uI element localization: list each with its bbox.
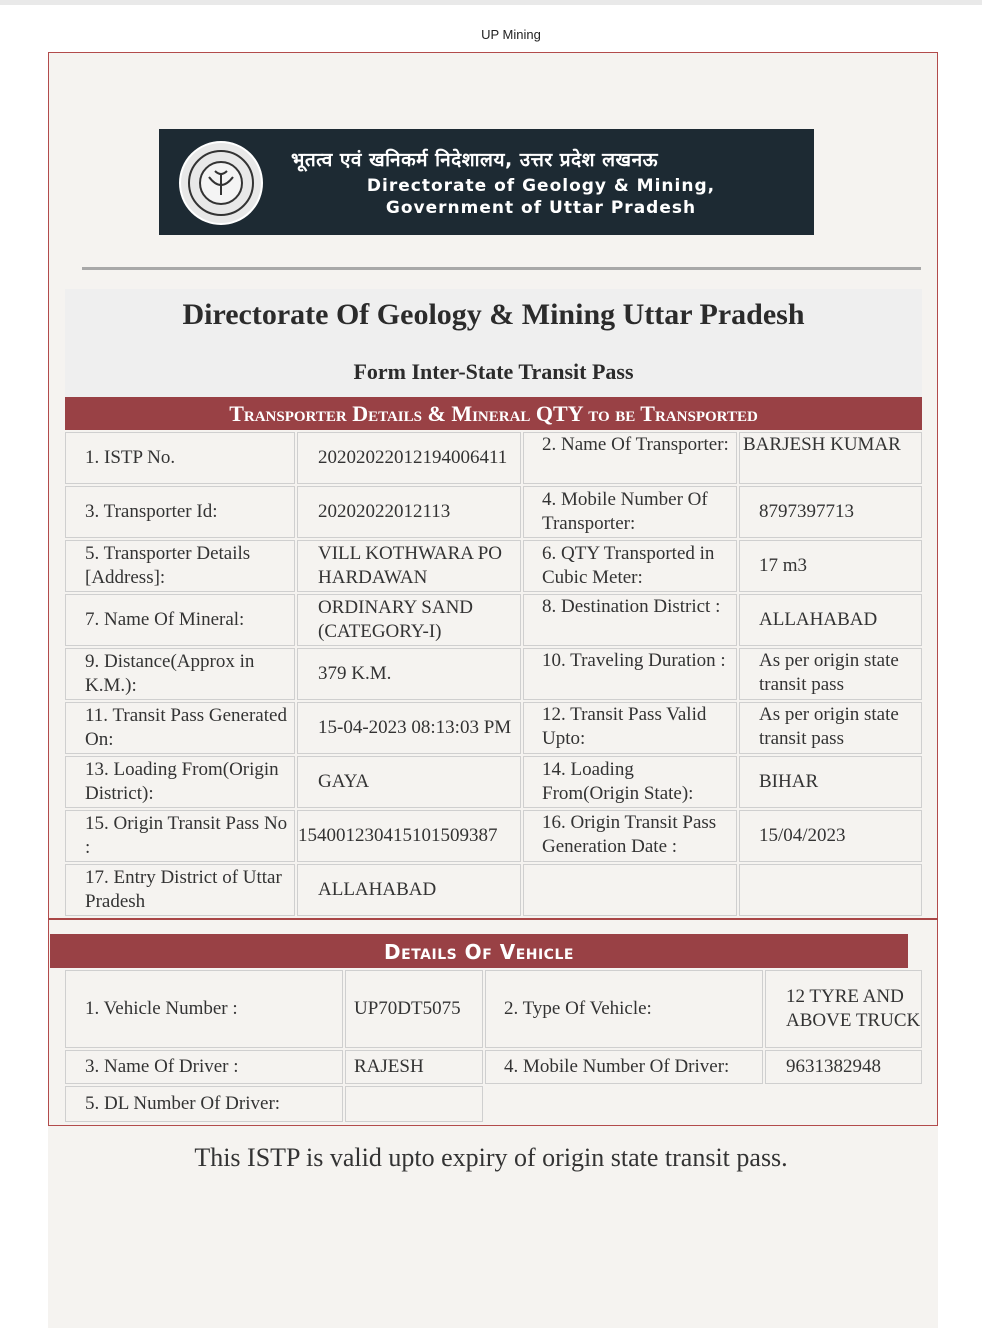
table-cell [65,486,295,538]
field-label: 11. Transit Pass Generated On: [85,705,287,750]
table-cell [523,432,737,484]
field-label: 17. Entry District of Uttar Pradesh [85,867,282,912]
field-label: 15. Origin Transit Pass No : [85,813,288,858]
field-value: 154001230415101509387 [298,825,498,846]
field-value: 12 TYRE AND ABOVE TRUCK [786,986,921,1031]
table-cell [345,970,483,1048]
table-cell [523,486,737,538]
table-cell [297,486,521,538]
table-cell [739,432,922,484]
table-cell [523,648,737,700]
table-cell [523,810,737,862]
table-cell [739,540,922,592]
table-cell [523,864,737,916]
banner-hindi-text: भूतत्व एवं खनिकर्म निदेशालय, उत्तर प्रदेश लखनऊ [291,149,659,171]
table-cell [297,864,521,916]
table-cell [65,864,295,916]
field-value: As per origin state transit pass [759,704,899,749]
table-cell [739,486,922,538]
field-label: 3. Name Of Driver : [85,1056,239,1077]
table-cell [485,970,763,1048]
transporter-section-header: Transporter Details & Mineral QTY to be Transported [65,397,922,430]
table-cell [739,864,922,916]
field-value: RAJESH [354,1056,424,1077]
table-cell [297,540,521,592]
table-cell [65,810,295,862]
field-value: ORDINARY SAND (CATEGORY-I) [318,597,474,642]
field-label: 4. Mobile Number Of Driver: [504,1056,730,1077]
table-cell [345,1086,483,1122]
table-cell [523,540,737,592]
table-cell [65,1050,343,1084]
field-label: 5. DL Number Of Driver: [85,1093,281,1114]
window-title: UP Mining [481,27,541,42]
table-cell [523,756,737,808]
table-cell [65,540,295,592]
table-cell [739,810,922,862]
table-cell [297,594,521,646]
field-value: 17 m3 [759,555,808,576]
field-value: UP70DT5075 [354,998,461,1019]
field-value: ALLAHABAD [759,609,878,630]
table-cell [65,756,295,808]
banner-english-line1: Directorate of Geology & Mining, [366,176,716,196]
table-cell [485,1050,763,1084]
top-strip [0,0,982,5]
field-value: 15/04/2023 [759,825,846,846]
table-cell [523,594,737,646]
header-divider [82,267,921,270]
field-label: 3. Transporter Id: [85,501,218,522]
table-cell [65,970,343,1048]
section-separator [48,918,938,920]
table-cell [345,1050,483,1084]
field-value: BARJESH KUMAR [743,434,901,455]
field-value: BIHAR [759,771,819,792]
field-label: 2. Name Of Transporter: [542,434,729,455]
table-cell [765,1050,922,1084]
table-cell [765,970,922,1048]
field-value: GAYA [318,771,370,792]
validity-note: This ISTP is valid upto expiry of origin state transit pass. [194,1143,788,1172]
field-label: 12. Transit Pass Valid Upto: [542,704,707,749]
field-label: 6. QTY Transported in Cubic Meter: [542,543,715,588]
field-label: 7. Name Of Mineral: [85,609,245,630]
department-banner [159,129,814,235]
table-cell [65,702,295,754]
table-cell [523,702,737,754]
table-cell [65,432,295,484]
vehicle-section-header: Details Of Vehicle [50,934,908,968]
field-label: 2. Type Of Vehicle: [504,998,652,1019]
table-cell [297,648,521,700]
field-value: ALLAHABAD [318,879,437,900]
field-label: 16. Origin Transit Pass Generation Date : [542,812,717,857]
table-cell [65,648,295,700]
form-subtitle: Form Inter-State Transit Pass [353,359,634,384]
field-value: As per origin state transit pass [759,650,899,695]
page-title: Directorate Of Geology & Mining Uttar Pradesh [182,298,805,331]
table-cell [739,702,922,754]
field-value: 8797397713 [759,501,854,522]
table-cell [297,432,521,484]
table-cell [297,810,521,862]
banner-english-line2: Government of Uttar Pradesh [385,198,697,218]
table-cell [739,648,922,700]
field-value: VILL KOTHWARA PO HARDAWAN [318,543,503,588]
field-value: 9631382948 [786,1056,881,1077]
field-label: 14. Loading From(Origin State): [542,759,694,804]
table-cell [65,594,295,646]
field-value: 20202022012113 [318,501,451,522]
field-label: 1. ISTP No. [85,447,176,468]
table-cell [297,756,521,808]
field-label: 1. Vehicle Number : [85,998,238,1019]
field-value: 15-04-2023 08:13:03 PM [318,717,512,738]
table-cell [65,1086,343,1122]
field-label: 9. Distance(Approx in K.M.): [85,651,255,696]
title-box [65,289,922,397]
field-label: 10. Traveling Duration : [542,650,726,671]
table-cell [739,756,922,808]
field-label: 4. Mobile Number Of Transporter: [542,489,708,534]
field-value: 20202022012194006411 [318,447,508,468]
table-cell [297,702,521,754]
field-label: 8. Destination District : [542,596,721,617]
table-cell [739,594,922,646]
field-label: 13. Loading From(Origin District): [85,759,279,804]
field-value: 379 K.M. [318,663,392,684]
up-seal-icon [179,141,263,225]
field-label: 5. Transporter Details [Address]: [85,543,251,588]
